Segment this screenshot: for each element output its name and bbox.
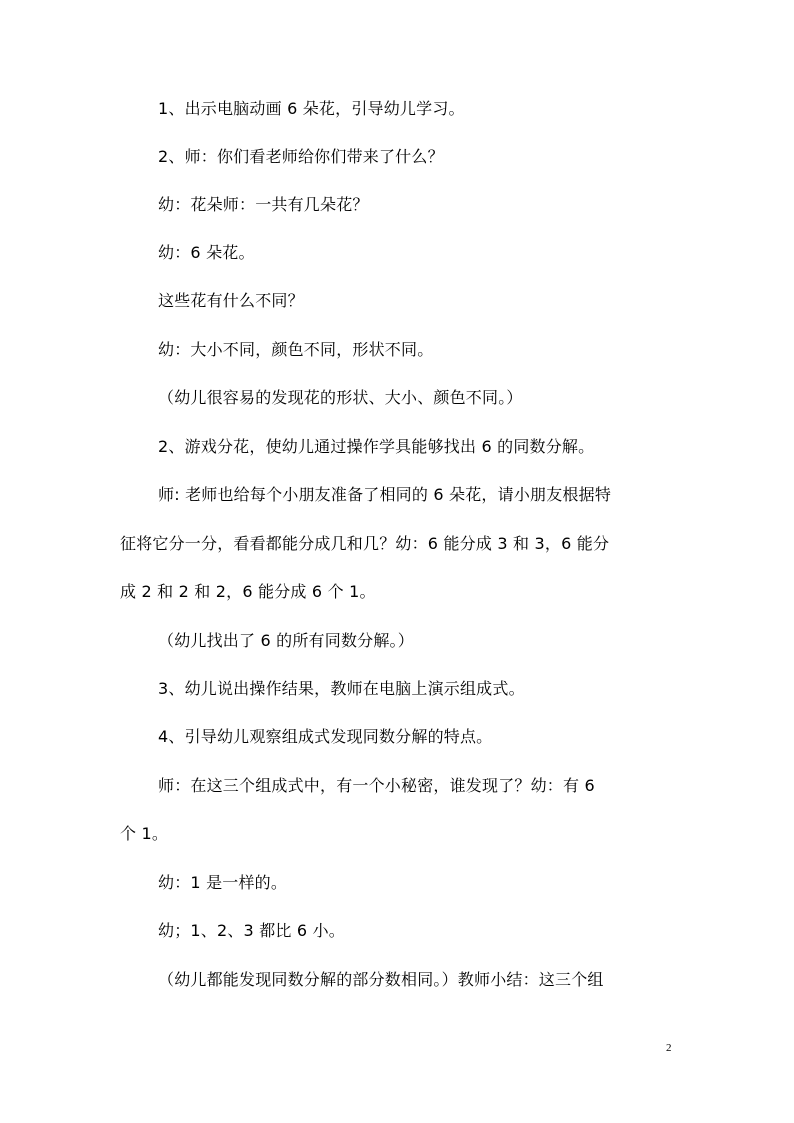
text-line: （幼儿找出了 6 的所有同数分解。） [158, 631, 414, 650]
text-line: 幼：1 是一样的。 [158, 873, 288, 892]
text-line: 幼；1、2、3 都比 6 小。 [158, 921, 345, 940]
page-number: 2 [666, 1042, 672, 1054]
text-line: 3、幼儿说出操作结果，教师在电脑上演示组成式。 [158, 679, 525, 698]
text-line: 1、出示电脑动画 6 朵花，引导幼儿学习。 [158, 99, 465, 118]
text-line: 幼：大小不同，颜色不同，形状不同。 [158, 340, 434, 359]
text-line: 这些花有什么不同？ [158, 291, 304, 310]
text-line: 个 1。 [120, 824, 169, 843]
text-line: 师：在这三个组成式中，有一个小秘密，谁发现了？幼：有 6 [158, 776, 595, 795]
text-line: 2、师：你们看老师给你们带来了什么？ [158, 147, 444, 166]
text-line: 成 2 和 2 和 2，6 能分成 6 个 1。 [120, 582, 376, 601]
text-line: 幼：花朵师：一共有几朵花？ [158, 195, 369, 214]
text-line: （幼儿都能发现同数分解的部分数相同。）教师小结：这三个组 [158, 970, 604, 989]
text-line: 2、游戏分花，使幼儿通过操作学具能够找出 6 的同数分解。 [158, 437, 595, 456]
text-line: （幼儿很容易的发现花的形状、大小、颜色不同。） [158, 388, 523, 407]
text-line: 4、引导幼儿观察组成式发现同数分解的特点。 [158, 727, 493, 746]
text-line: 师: 老师也给每个小朋友准备了相同的 6 朵花，请小朋友根据特 [158, 485, 612, 504]
text-line: 幼：6 朵花。 [158, 243, 255, 262]
text-line: 征将它分一分，看看都能分成几和几？幼：6 能分成 3 和 3，6 能分 [120, 534, 610, 553]
